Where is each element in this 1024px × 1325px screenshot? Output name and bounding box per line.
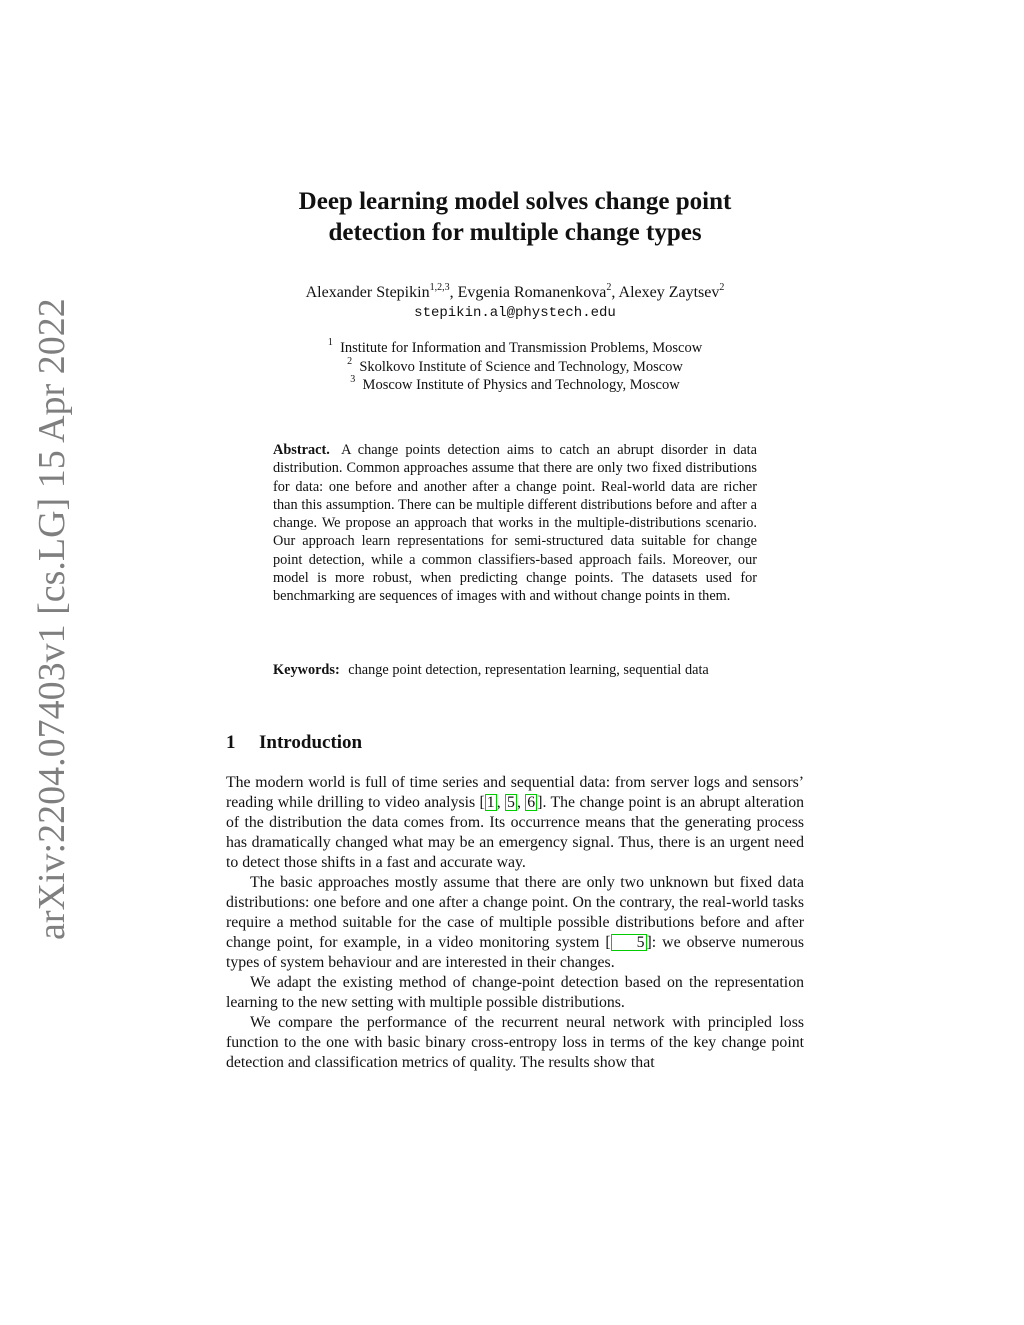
affiliation-text: Moscow Institute of Physics and Technology, Moscow [362,377,680,393]
paragraph: We compare the performance of the recurrent neural network with principled loss function to the one with basic binary cross-entropy loss in terms of the key change point detection and classification metrics of quality. The results show that [226,1014,804,1071]
title-line-2: detection for multiple change types [328,219,702,246]
citation-link[interactable]: 1 [486,794,495,811]
abstract [273,441,757,606]
paragraph-text: ]. The change point is an abrupt alteration of the distribution the data comes from. Its occurrence means that the generating process has dramatically changed what may be an emergency signal. Thus, there is an urgent need to detect those shifts in a fast and accurate way. [226,794,805,871]
keywords-text: change point detection, representation learning, sequential data [348,662,709,678]
affiliation-list [230,339,800,395]
paragraph: We adapt the existing method of change-point detection based on the representation learning to the new setting with multiple possible distributions. [226,974,804,1011]
arxiv-identifier: arXiv:2204.07403v1 [cs.LG] 15 Apr 2022 [31,298,73,940]
affiliation-item [230,376,800,395]
author-name: Alexey Zaytsev [618,284,720,301]
contact-email: stepikin.al@phystech.edu [414,305,616,321]
citation-link[interactable]: 5 [611,934,647,951]
introduction-body [226,773,804,1073]
author-affiliation-marker: 2 [606,281,612,293]
paper-title [230,186,800,248]
affiliation-item [230,355,800,377]
author-name: Alexander Stepikin [305,284,430,301]
affiliation-number: 1 [327,337,333,349]
affiliation-item [230,339,800,358]
keywords-label: Keywords: [273,662,340,678]
abstract-label: Abstract. [273,442,330,458]
affiliation-text: Skolkovo Institute of Science and Technology, Moscow [359,358,683,375]
author-affiliation-marker: 1,2,3 [429,281,450,293]
affiliation-number: 2 [347,355,353,367]
citation-link[interactable]: 6 [527,794,536,811]
section-title: Introduction [259,732,363,753]
author-separator: , [611,284,619,301]
author-separator: , [449,284,458,301]
author-list [230,283,800,303]
author-affiliation-marker: 2 [719,281,725,293]
paragraph [226,873,804,973]
affiliation-number: 3 [350,374,356,386]
paragraph-text: The basic approaches mostly assume that there are only two unknown but fixed data distributions: one before and one after a change point. On the contrary, the real-world tasks require a method suitable for the case of multiple possible distributions before and after change point, for example, in a video monitoring system [ [226,874,804,951]
paragraph: The modern world is full of time series and sequential data: from server logs and sensors’ reading while drilling to video analysis [ 1 , 5 , 6 ]. The change point is an abrupt alteration of the distribution the data comes from. Its occurrence means that the generating process has dramatically changed what may be an emergency signal. Thus, there is an urgent need to detect those shifts in a fast and accurate way. [226,774,805,871]
section-heading [226,731,362,755]
paragraph-text: The modern world is full of time series and sequential data: from server logs and sensors’ reading while drilling to video analysis [ [226,774,804,811]
title-line-1: Deep learning model solves change point [298,188,732,215]
citation-link[interactable]: 5 [507,794,515,811]
paragraph-text: ]: we observe numerous types of system behaviour and are interested in their changes. [226,934,804,971]
affiliation-text: Institute for Information and Transmission Problems, Moscow [340,340,703,356]
section-number: 1 [226,732,236,753]
abstract-text: A change points detection aims to catch an abrupt disorder in data distribution. Common approaches assume that there are only two fixed distributions for data: one before and another after a change point. Real-world data are richer than this assumption. There can be multiple different distributions before and after a change. We propose an approach that works in the multiple-distributions scenario. Our approach learn representations for semi-structured data suitable for change point detection, while a common classifiers-based approach fails. Moreover, our model is more robust, when predicting change points. The datasets used for benchmarking are sequences of images with and without change points in them. [273,442,757,605]
author-name: Evgenia Romanenkova [457,284,607,301]
keywords [273,661,757,679]
